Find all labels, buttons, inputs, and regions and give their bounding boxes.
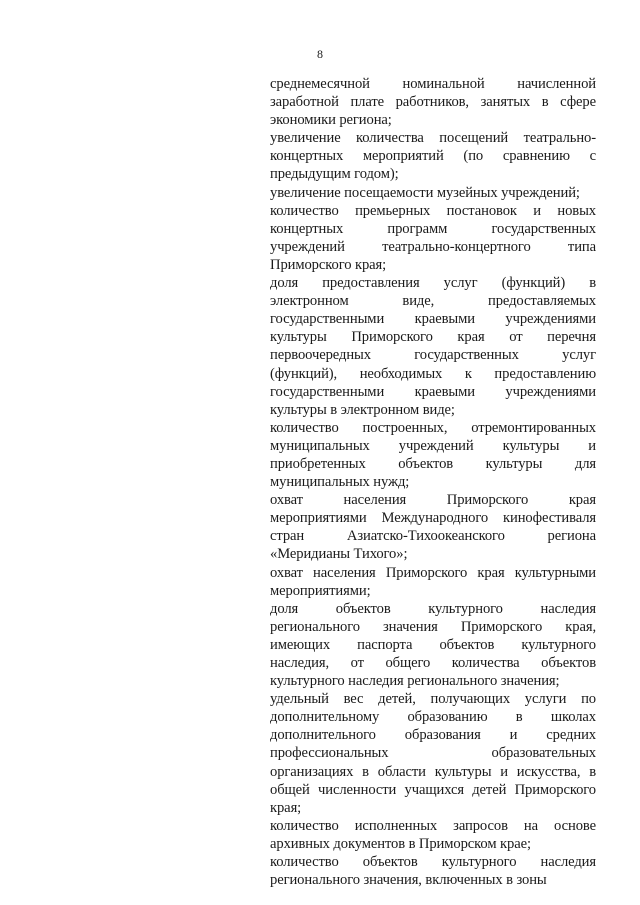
paragraph [270, 75, 596, 129]
text-line: доля объектов культурного наследия [270, 600, 596, 617]
text-line: мероприятиями; [270, 582, 371, 599]
text-line: среднемесячной номинальной начисленной [270, 76, 596, 92]
text-line: культуры в электронном виде; [270, 401, 455, 418]
paragraph [270, 853, 596, 889]
text-line: увеличение количества посещений театрально- [270, 130, 596, 147]
paragraph [270, 129, 596, 183]
body-text [270, 75, 596, 889]
text-line: количество исполненных запросов на основе [270, 817, 596, 834]
text-line: «Меридианы Тихого»; [270, 546, 408, 563]
text-line: удельный вес детей, получающих услуги по [270, 691, 596, 708]
text-line: регионального значения Приморского края, [270, 618, 596, 635]
text-line: общей численности учащихся детей Приморского [270, 781, 596, 798]
paragraph [270, 491, 596, 563]
text-line: стран Азиатско-Тихоокеанского региона [270, 528, 596, 545]
text-line: количество премьерных постановок и новых [270, 202, 596, 219]
text-line: края; [270, 799, 302, 816]
paragraph [270, 600, 596, 690]
paragraph [270, 202, 596, 274]
text-line: охват населения Приморского края культурными [270, 564, 596, 581]
text-line: экономики региона; [270, 112, 392, 129]
paragraph [270, 564, 596, 600]
text-line: государственными краевыми учреждениями [270, 311, 596, 328]
text-line: количество объектов культурного наследия [270, 854, 596, 871]
paragraph [270, 274, 596, 419]
text-line: профессиональных образовательных [270, 745, 596, 762]
paragraph [270, 690, 596, 817]
text-line: культурного наследия регионального значения; [270, 673, 560, 690]
text-line: предыдущим годом); [270, 166, 399, 183]
text-line: архивных документов в Приморском крае; [270, 835, 531, 852]
text-line: заработной плате работников, занятых в сфере [270, 94, 596, 111]
text-line: концертных программ государственных [270, 220, 596, 237]
text-line: организациях в области культуры и искусства, в [270, 763, 596, 780]
text-line: Приморского края; [270, 256, 387, 273]
text-line: наследия, от общего количества объектов [270, 655, 596, 671]
text-line: первоочередных государственных услуг [270, 347, 596, 364]
text-line: увеличение посещаемости музейных учреждений; [270, 184, 580, 201]
paragraph [270, 419, 596, 491]
text-line: электронном виде, предоставляемых [270, 293, 596, 310]
text-line: дополнительного образования и средних [270, 727, 596, 744]
text-line: мероприятиями Международного кинофестиваля [270, 510, 596, 527]
text-line: регионального значения, включенных в зоны [270, 872, 547, 889]
text-line: государственными краевыми учреждениями [270, 383, 596, 400]
text-line: доля предоставления услуг (функций) в [270, 275, 596, 292]
text-line: культуры Приморского края от перечня [270, 329, 596, 346]
page-number: 8 [317, 47, 323, 61]
paragraph [270, 817, 596, 853]
text-line: охват населения Приморского края [270, 492, 596, 509]
paragraph [270, 184, 596, 202]
text-line: имеющих паспорта объектов культурного [270, 636, 596, 653]
text-line: учреждений театрально-концертного типа [270, 238, 596, 255]
text-line: приобретенных объектов культуры для [270, 455, 596, 472]
text-line: муниципальных учреждений культуры и [270, 437, 596, 454]
text-line: концертных мероприятий (по сравнению с [270, 148, 596, 165]
text-line: муниципальных нужд; [270, 474, 410, 491]
text-line: (функций), необходимых к предоставлению [270, 365, 596, 382]
text-line: количество построенных, отремонтированных [270, 419, 596, 436]
text-line: дополнительному образованию в школах [270, 709, 596, 726]
